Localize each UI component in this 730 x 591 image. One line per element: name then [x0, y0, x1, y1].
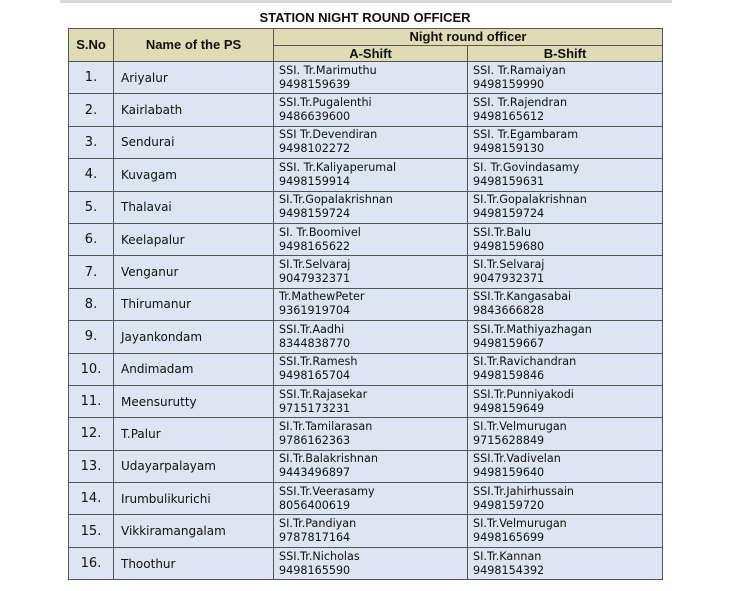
a-shift-officer-name: SI. Tr.Boomivel	[279, 225, 361, 239]
b-shift-officer	[468, 256, 663, 288]
police-station-name: Udayarpalayam	[114, 450, 274, 482]
a-shift-officer	[274, 321, 468, 353]
a-shift-officer	[274, 483, 468, 515]
serial-number: 9.	[69, 321, 114, 353]
police-station-name: Meensurutty	[114, 385, 274, 417]
b-shift-officer-phone: 9498159640	[473, 466, 545, 480]
b-shift-officer	[468, 385, 663, 417]
serial-number: 6.	[69, 223, 114, 255]
a-shift-officer	[274, 418, 468, 450]
serial-number: 12.	[69, 418, 114, 450]
a-shift-officer-name: SSI. Tr.Marimuthu	[279, 63, 377, 77]
b-shift-officer	[468, 547, 663, 579]
police-station-name: T.Palur	[114, 418, 274, 450]
b-shift-officer-phone: 9498159667	[473, 336, 545, 350]
a-shift-officer-phone: 8056400619	[279, 498, 351, 512]
b-shift-officer-name: SSI. Tr.Egambaram	[473, 128, 579, 142]
table-row	[69, 450, 663, 482]
b-shift-officer-name: SI.Tr.Ravichandran	[473, 355, 577, 369]
b-shift-officer	[468, 353, 663, 385]
header-b-shift: B-Shift	[468, 46, 663, 62]
table-row	[69, 126, 663, 158]
b-shift-officer-phone: 9498159724	[473, 207, 545, 221]
a-shift-officer-name: Tr.MathewPeter	[279, 290, 365, 304]
b-shift-officer-name: SSI.Tr.Kangasabai	[473, 290, 572, 304]
b-shift-officer-phone: 9498154392	[473, 563, 545, 577]
a-shift-officer-phone: 9486639600	[279, 110, 351, 124]
b-shift-officer-name: SSI.Tr.Mathiyazhagan	[473, 322, 592, 336]
a-shift-officer-phone: 9047932371	[279, 272, 351, 286]
serial-number: 16.	[69, 547, 114, 579]
table-row	[69, 256, 663, 288]
a-shift-officer-phone: 9715173231	[279, 401, 351, 415]
a-shift-officer-name: SSI. Tr.Kaliyaperumal	[279, 160, 397, 174]
b-shift-officer-name: SI.Tr.Selvaraj	[473, 258, 545, 272]
police-station-name: Kairlabath	[114, 94, 274, 126]
a-shift-officer-name: SI.Tr.Gopalakrishnan	[279, 193, 393, 207]
police-station-name: Thirumanur	[114, 288, 274, 320]
a-shift-officer	[274, 547, 468, 579]
police-station-name: Irumbulikurichi	[114, 483, 274, 515]
b-shift-officer	[468, 94, 663, 126]
top-rule	[60, 0, 672, 3]
serial-number: 2.	[69, 94, 114, 126]
b-shift-officer	[468, 223, 663, 255]
a-shift-officer-name: SSI.Tr.Nicholas	[279, 549, 360, 563]
a-shift-officer	[274, 288, 468, 320]
a-shift-officer-name: SI.Tr.Tamilarasan	[279, 419, 373, 433]
a-shift-officer	[274, 450, 468, 482]
b-shift-officer	[468, 288, 663, 320]
b-shift-officer-name: SSI. Tr.Rajendran	[473, 96, 568, 110]
a-shift-officer-phone: 9787817164	[279, 531, 351, 545]
b-shift-officer	[468, 62, 663, 94]
a-shift-officer	[274, 159, 468, 191]
a-shift-officer-phone: 9498165704	[279, 369, 351, 383]
officer-table	[68, 28, 663, 580]
table-row	[69, 288, 663, 320]
a-shift-officer-phone: 8344838770	[279, 336, 351, 350]
a-shift-officer	[274, 385, 468, 417]
b-shift-officer-phone: 9843666828	[473, 304, 545, 318]
serial-number: 14.	[69, 483, 114, 515]
table-row	[69, 515, 663, 547]
serial-number: 3.	[69, 126, 114, 158]
b-shift-officer-name: SI.Tr.Velmurugan	[473, 517, 567, 531]
table-row	[69, 418, 663, 450]
a-shift-officer-phone: 9498159724	[279, 207, 351, 221]
a-shift-officer-phone: 9498165590	[279, 563, 351, 577]
a-shift-officer-phone: 9361919704	[279, 304, 351, 318]
police-station-name: Kuvagam	[114, 159, 274, 191]
b-shift-officer-phone: 9498165699	[473, 531, 545, 545]
table-row	[69, 223, 663, 255]
table-row	[69, 159, 663, 191]
b-shift-officer	[468, 450, 663, 482]
b-shift-officer-phone: 9047932371	[473, 272, 545, 286]
serial-number: 5.	[69, 191, 114, 223]
serial-number: 4.	[69, 159, 114, 191]
b-shift-officer-phone: 9498159649	[473, 401, 545, 415]
b-shift-officer-name: SSI. Tr.Ramaiyan	[473, 63, 566, 77]
police-station-name: Jayankondam	[114, 321, 274, 353]
table-row	[69, 483, 663, 515]
serial-number: 7.	[69, 256, 114, 288]
a-shift-officer-phone: 9498159914	[279, 174, 351, 188]
table-row	[69, 385, 663, 417]
a-shift-officer	[274, 126, 468, 158]
serial-number: 10.	[69, 353, 114, 385]
b-shift-officer	[468, 483, 663, 515]
a-shift-officer-name: SSI.Tr.Pugalenthi	[279, 96, 372, 110]
police-station-name: Vikkiramangalam	[114, 515, 274, 547]
a-shift-officer-name: SI.Tr.Balakrishnan	[279, 452, 378, 466]
header-a-shift: A-Shift	[274, 46, 468, 62]
a-shift-officer	[274, 515, 468, 547]
b-shift-officer-phone: 9498159990	[473, 77, 545, 91]
b-shift-officer	[468, 321, 663, 353]
table-row	[69, 62, 663, 94]
b-shift-officer-name: SSI.Tr.Balu	[473, 225, 532, 239]
a-shift-officer-phone: 9498165622	[279, 239, 351, 253]
header-night-round: Night round officer	[274, 29, 663, 46]
a-shift-officer-phone: 9443496897	[279, 466, 351, 480]
b-shift-officer	[468, 191, 663, 223]
header-sno: S.No	[69, 29, 114, 62]
a-shift-officer-phone: 9498102272	[279, 142, 351, 156]
table-row	[69, 547, 663, 579]
table-row	[69, 191, 663, 223]
police-station-name: Thoothur	[114, 547, 274, 579]
police-station-name: Keelapalur	[114, 223, 274, 255]
a-shift-officer	[274, 62, 468, 94]
a-shift-officer-phone: 9786162363	[279, 433, 351, 447]
a-shift-officer-name: SI.Tr.Selvaraj	[279, 258, 351, 272]
b-shift-officer-name: SSI.Tr.Jahirhussain	[473, 484, 575, 498]
page-title: STATION NIGHT ROUND OFFICER	[259, 10, 471, 25]
b-shift-officer-name: SI.Tr.Kannan	[473, 549, 542, 563]
b-shift-officer-phone: 9498165612	[473, 110, 545, 124]
a-shift-officer-name: SI.Tr.Pandiyan	[279, 517, 357, 531]
b-shift-officer-phone: 9498159680	[473, 239, 545, 253]
a-shift-officer	[274, 94, 468, 126]
b-shift-officer-phone: 9498159130	[473, 142, 545, 156]
a-shift-officer-name: SSI.Tr.Ramesh	[279, 355, 358, 369]
serial-number: 15.	[69, 515, 114, 547]
serial-number: 1.	[69, 62, 114, 94]
serial-number: 11.	[69, 385, 114, 417]
a-shift-officer-name: SSI.Tr.Rajasekar	[279, 387, 368, 401]
serial-number: 13.	[69, 450, 114, 482]
header-ps-name: Name of the PS	[114, 29, 274, 62]
a-shift-officer	[274, 223, 468, 255]
b-shift-officer	[468, 515, 663, 547]
police-station-name: Venganur	[114, 256, 274, 288]
a-shift-officer	[274, 256, 468, 288]
police-station-name: Ariyalur	[114, 62, 274, 94]
table-row	[69, 94, 663, 126]
b-shift-officer	[468, 159, 663, 191]
b-shift-officer	[468, 126, 663, 158]
police-station-name: Andimadam	[114, 353, 274, 385]
b-shift-officer-name: SSI.Tr.Vadivelan	[473, 452, 561, 466]
b-shift-officer-name: SI.Tr.Velmurugan	[473, 419, 567, 433]
b-shift-officer-name: SI.Tr.Gopalakrishnan	[473, 193, 587, 207]
serial-number: 8.	[69, 288, 114, 320]
a-shift-officer-name: SSI.Tr.Aadhi	[279, 322, 345, 336]
b-shift-officer-name: SSI.Tr.Punniyakodi	[473, 387, 574, 401]
police-station-name: Sendurai	[114, 126, 274, 158]
b-shift-officer-phone: 9498159720	[473, 498, 545, 512]
b-shift-officer-name: SI. Tr.Govindasamy	[473, 160, 580, 174]
police-station-name: Thalavai	[114, 191, 274, 223]
a-shift-officer	[274, 191, 468, 223]
a-shift-officer-name: SSI.Tr.Veerasamy	[279, 484, 375, 498]
b-shift-officer-phone: 9715628849	[473, 433, 545, 447]
b-shift-officer-phone: 9498159846	[473, 369, 545, 383]
a-shift-officer-phone: 9498159639	[279, 77, 351, 91]
a-shift-officer-name: SSI Tr.Devendiran	[279, 128, 378, 142]
b-shift-officer	[468, 418, 663, 450]
table-row	[69, 353, 663, 385]
a-shift-officer	[274, 353, 468, 385]
b-shift-officer-phone: 9498159631	[473, 174, 545, 188]
table-row	[69, 321, 663, 353]
